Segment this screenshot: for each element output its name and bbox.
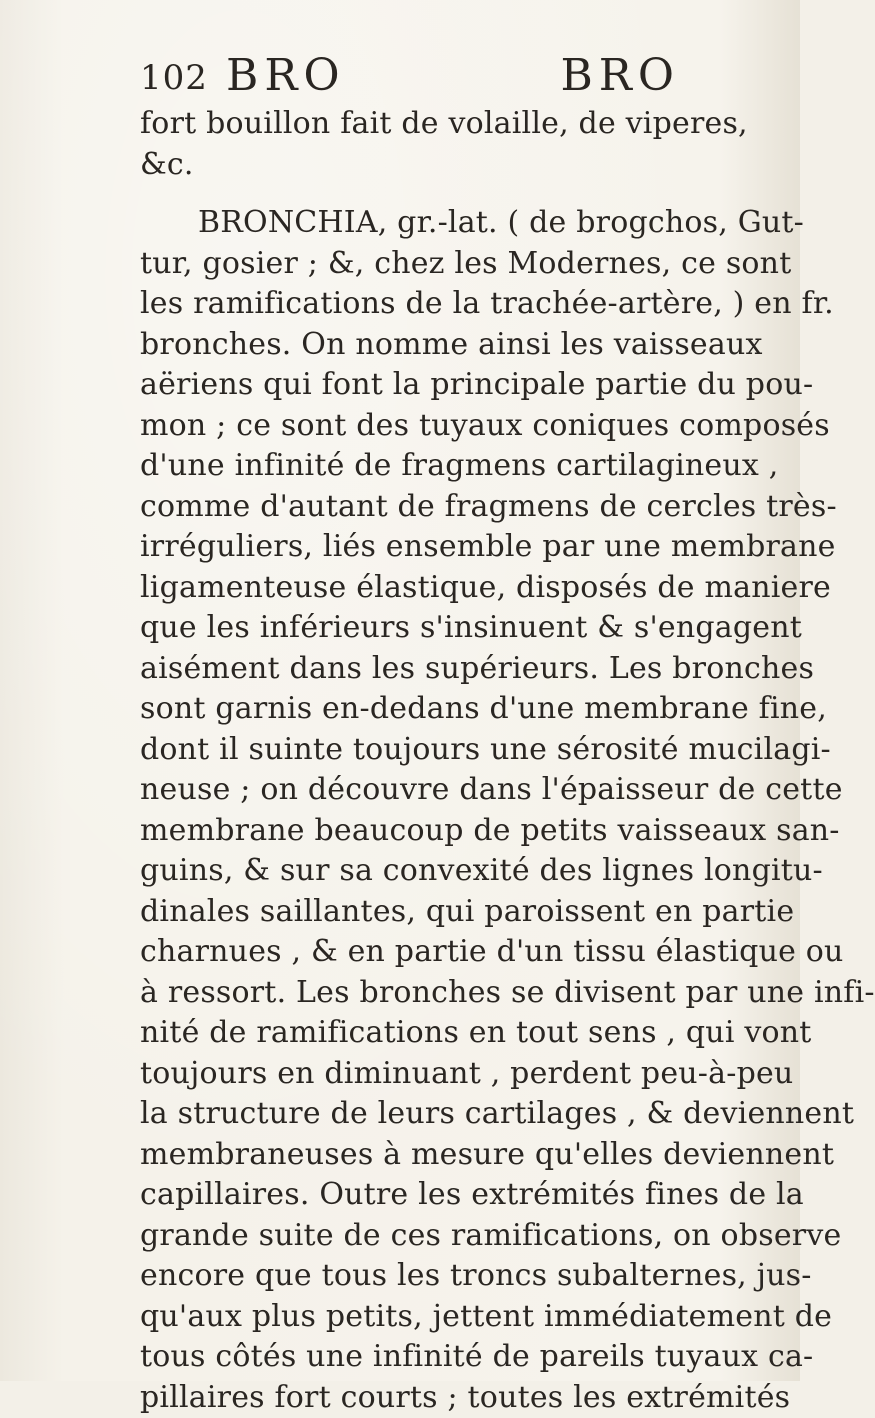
text-line: membrane beaucoup de petits vaisseaux san- bbox=[140, 811, 740, 852]
text-line: nité de ramifications en tout sens , qui vont bbox=[140, 1013, 740, 1054]
text-line: sont garnis en-dedans d'une membrane fine, bbox=[140, 689, 740, 730]
text-line: à ressort. Les bronches se divisent par une infi- bbox=[140, 973, 740, 1014]
body-text bbox=[140, 104, 740, 1418]
text-line: &c. bbox=[140, 145, 740, 186]
text-line: guins, & sur sa convexité des lignes longitu- bbox=[140, 851, 740, 892]
text-line: fort bouillon fait de volaille, de viperes, bbox=[140, 104, 740, 145]
text-line: bronches. On nomme ainsi les vaisseaux bbox=[140, 325, 740, 366]
text-line: irréguliers, liés ensemble par une membrane bbox=[140, 527, 740, 568]
text-line: les ramifications de la trachée-artère, ) en fr. bbox=[140, 284, 740, 325]
text-line: dont il suinte toujours une sérosité mucilagi- bbox=[140, 730, 740, 771]
entry-headword-line: BRONCHIA, gr.-lat. ( de brogchos, Gut- bbox=[140, 203, 740, 244]
text-line: d'une infinité de fragmens cartilagineux , bbox=[140, 446, 740, 487]
running-head-right: BRO bbox=[560, 50, 680, 101]
paragraph-gap bbox=[140, 185, 740, 203]
text-line: dinales saillantes, qui paroissent en partie bbox=[140, 892, 740, 933]
running-head-left: BRO bbox=[226, 50, 346, 101]
text-line: pillaires fort courts ; toutes les extrémités bbox=[140, 1378, 740, 1418]
text-line: tur, gosier ; &, chez les Modernes, ce sont bbox=[140, 244, 740, 285]
page-header bbox=[140, 46, 680, 106]
text-line: comme d'autant de fragmens de cercles très- bbox=[140, 487, 740, 528]
text-line: aëriens qui font la principale partie du pou- bbox=[140, 365, 740, 406]
text-line: tous côtés une infinité de pareils tuyaux ca- bbox=[140, 1337, 740, 1378]
text-line: toujours en diminuant , perdent peu-à-peu bbox=[140, 1054, 740, 1095]
text-line: membraneuses à mesure qu'elles deviennent bbox=[140, 1135, 740, 1176]
text-line: capillaires. Outre les extrémités fines de la bbox=[140, 1175, 740, 1216]
text-line: la structure de leurs cartilages , & deviennent bbox=[140, 1094, 740, 1135]
text-line: charnues , & en partie d'un tissu élastique ou bbox=[140, 932, 740, 973]
text-line: grande suite de ces ramifications, on observe bbox=[140, 1216, 740, 1257]
text-line: que les inférieurs s'insinuent & s'engagent bbox=[140, 608, 740, 649]
page-number: 102 bbox=[140, 58, 208, 98]
text-line: neuse ; on découvre dans l'épaisseur de cette bbox=[140, 770, 740, 811]
text-line: qu'aux plus petits, jettent immédiatement de bbox=[140, 1297, 740, 1338]
text-line: encore que tous les troncs subalternes, jus- bbox=[140, 1256, 740, 1297]
text-line: aisément dans les supérieurs. Les bronches bbox=[140, 649, 740, 690]
text-line: ligamenteuse élastique, disposés de maniere bbox=[140, 568, 740, 609]
text-line: mon ; ce sont des tuyaux coniques composés bbox=[140, 406, 740, 447]
